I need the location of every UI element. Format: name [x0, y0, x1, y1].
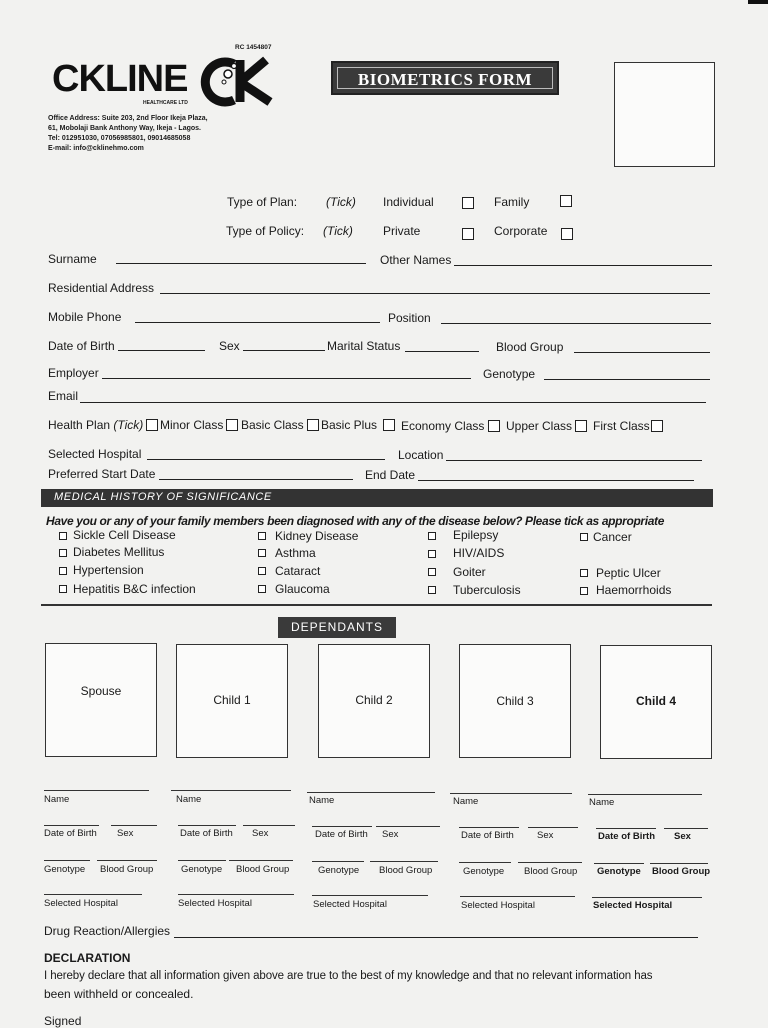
- medical-history-question: Have you or any of your family members been diagnosed with any of the disease below? Please tick as appropriate: [46, 514, 665, 528]
- genotype-field[interactable]: [544, 379, 710, 380]
- disease-label: Hepatitis B&C infection: [73, 582, 196, 596]
- economy-class-checkbox[interactable]: [488, 420, 500, 432]
- family-checkbox[interactable]: [560, 195, 572, 207]
- dependant-dob-field[interactable]: [596, 828, 656, 829]
- basic-plus-class-checkbox[interactable]: [307, 419, 319, 431]
- tuberculosis-checkbox[interactable]: [428, 586, 436, 594]
- dependant-name-label: Name: [309, 795, 335, 806]
- address-line: Office Address: Suite 203, 2nd Floor Ikeja Plaza,: [48, 115, 208, 122]
- dependant-dob-label: Date of Birth: [598, 831, 655, 842]
- declaration-text: I hereby declare that all information given above are true to the best of my knowledge and that no relevant information has: [44, 970, 653, 982]
- position-field[interactable]: [441, 323, 711, 324]
- dependant-sex-field[interactable]: [243, 825, 295, 826]
- dependant-blood-group-field[interactable]: [370, 861, 438, 862]
- dependant-hospital-field[interactable]: [178, 894, 294, 895]
- dependant-blood-group-label: Blood Group: [100, 864, 154, 875]
- economy-class-label: Economy Class: [401, 419, 485, 433]
- dependant-blood-group-field[interactable]: [229, 860, 293, 861]
- dependant-dob-field[interactable]: [44, 825, 99, 826]
- disease-label: Sickle Cell Disease: [73, 528, 176, 542]
- minor-class-label: Minor Class: [160, 418, 224, 432]
- dependant-name-field[interactable]: [171, 790, 291, 791]
- allergies-field[interactable]: [174, 937, 698, 938]
- dependant-name-label: Name: [453, 796, 479, 807]
- dependant-genotype-field[interactable]: [44, 860, 90, 861]
- dependant-hospital-label: Selected Hospital: [313, 899, 387, 910]
- first-class-checkbox[interactable]: [651, 420, 663, 432]
- disease-label: Haemorrhoids: [596, 583, 672, 597]
- dependant-name-label: Name: [589, 797, 615, 808]
- corporate-checkbox[interactable]: [561, 228, 573, 240]
- disease-label: Asthma: [275, 546, 316, 560]
- preferred-start-date-label: Preferred Start Date: [48, 467, 156, 481]
- disease-label: Cancer: [593, 530, 632, 544]
- allergies-label: Drug Reaction/Allergies: [44, 924, 171, 938]
- dependants-banner: [278, 617, 396, 638]
- corporate-label: Corporate: [494, 224, 548, 238]
- dependant-box-label: Child 4: [635, 694, 676, 708]
- email-label: Email: [48, 389, 79, 403]
- dependant-box-label: Child 2: [355, 693, 393, 707]
- section-divider: [41, 604, 712, 606]
- hypertension-checkbox[interactable]: [59, 567, 67, 575]
- dependant-name-field[interactable]: [588, 794, 702, 795]
- email-field[interactable]: [80, 402, 706, 403]
- health-plan-label: [48, 418, 143, 432]
- signed-label: Signed: [44, 1014, 82, 1028]
- dependant-blood-group-label: Blood Group: [652, 866, 711, 877]
- residential-address-field[interactable]: [160, 293, 710, 294]
- asthma-checkbox[interactable]: [258, 549, 266, 557]
- dependant-name-field[interactable]: [450, 793, 572, 794]
- family-label: Family: [494, 195, 530, 209]
- dependant-blood-group-label: Blood Group: [379, 865, 433, 876]
- marital-status-label: Marital Status: [327, 339, 401, 353]
- disease-label: Diabetes Mellitus: [73, 545, 165, 559]
- address-line: 61, Mobolaji Bank Anthony Way, Ikeja - Lagos.: [48, 125, 201, 132]
- tick-hint: (Tick): [113, 418, 144, 432]
- peptic-ulcer-checkbox[interactable]: [580, 569, 588, 577]
- child-3-photo-box[interactable]: [459, 644, 571, 758]
- first-class-label: First Class: [593, 419, 650, 433]
- preferred-start-date-field[interactable]: [159, 479, 353, 480]
- disease-label: Cataract: [275, 564, 321, 578]
- glaucoma-checkbox[interactable]: [258, 585, 266, 593]
- address-line: E-mail: info@cklinehmo.com: [48, 145, 144, 152]
- disease-label: Epilepsy: [453, 528, 499, 542]
- dependant-dob-field[interactable]: [459, 827, 519, 828]
- child-4-photo-box[interactable]: [600, 645, 712, 759]
- dependant-sex-field[interactable]: [111, 825, 157, 826]
- end-date-field[interactable]: [418, 480, 694, 481]
- health-plan-text: Health Plan: [48, 418, 111, 432]
- company-logo-mark: [200, 54, 280, 108]
- dependant-dob-label: Date of Birth: [180, 828, 233, 839]
- type-of-plan-label: Type of Plan:: [227, 195, 298, 209]
- basic-class-label: Basic Class: [241, 418, 304, 432]
- surname-field[interactable]: [116, 263, 366, 264]
- tick-hint: (Tick): [323, 224, 353, 238]
- registration-number: RC 1454807: [235, 44, 272, 51]
- epilepsy-checkbox[interactable]: [428, 532, 436, 540]
- dependant-name-field[interactable]: [307, 792, 435, 793]
- blood-group-label: Blood Group: [496, 340, 564, 354]
- dependant-dob-label: Date of Birth: [461, 830, 514, 841]
- spouse-photo-box[interactable]: [45, 643, 157, 757]
- form-title-banner: [331, 61, 559, 95]
- dependant-hospital-field[interactable]: [312, 895, 428, 896]
- dependant-genotype-field[interactable]: [594, 863, 644, 864]
- dependant-blood-group-label: Blood Group: [524, 866, 578, 877]
- sex-label: Sex: [219, 339, 240, 353]
- disease-label: Glaucoma: [275, 582, 330, 596]
- dependant-dob-label: Date of Birth: [315, 829, 368, 840]
- basic-plus-checkbox[interactable]: [383, 419, 395, 431]
- employer-label: Employer: [48, 366, 99, 380]
- location-label: Location: [398, 448, 444, 462]
- basic-plus-label: Basic Plus: [321, 418, 378, 432]
- other-names-label: Other Names: [380, 253, 452, 267]
- dependant-dob-label: Date of Birth: [44, 828, 97, 839]
- mobile-phone-field[interactable]: [135, 322, 380, 323]
- sex-field[interactable]: [243, 350, 325, 351]
- mobile-phone-label: Mobile Phone: [48, 310, 122, 324]
- dependant-hospital-field[interactable]: [592, 897, 702, 898]
- type-of-policy-label: Type of Policy:: [226, 224, 305, 238]
- kidney-disease-checkbox[interactable]: [258, 532, 266, 540]
- dependant-box-label: Spouse: [80, 684, 122, 698]
- dependant-box-label: Child 3: [496, 694, 534, 708]
- hepatitis-checkbox[interactable]: [59, 585, 67, 593]
- private-checkbox[interactable]: [462, 228, 474, 240]
- sickle-cell-checkbox[interactable]: [59, 532, 67, 540]
- residential-address-label: Residential Address: [48, 281, 155, 295]
- private-label: Private: [383, 224, 421, 238]
- position-label: Position: [388, 311, 431, 325]
- surname-label: Surname: [48, 252, 97, 266]
- basic-class-checkbox[interactable]: [226, 419, 238, 431]
- marital-status-field[interactable]: [405, 351, 479, 352]
- passport-photo-box[interactable]: [614, 62, 715, 167]
- dependant-blood-group-field[interactable]: [97, 860, 157, 861]
- dependant-name-field[interactable]: [44, 790, 149, 791]
- upper-class-label: Upper Class: [506, 419, 573, 433]
- company-logo-text: CKLINE: [52, 58, 188, 100]
- date-of-birth-field[interactable]: [118, 350, 205, 351]
- declaration-text-continued: been withheld or concealed.: [44, 987, 194, 1001]
- disease-label: Hypertension: [73, 563, 144, 577]
- child-2-photo-box[interactable]: [318, 644, 430, 758]
- dependant-dob-field[interactable]: [312, 826, 372, 827]
- minor-class-checkbox[interactable]: [146, 419, 158, 431]
- dependant-genotype-label: Genotype: [597, 866, 641, 877]
- dependant-sex-field[interactable]: [376, 826, 440, 827]
- declaration-heading: DECLARATION: [44, 951, 131, 965]
- selected-hospital-label: Selected Hospital: [48, 447, 142, 461]
- dependant-hospital-label: Selected Hospital: [44, 898, 118, 909]
- company-address: [48, 114, 208, 154]
- disease-label: Peptic Ulcer: [596, 566, 661, 580]
- dependant-blood-group-field[interactable]: [650, 863, 708, 864]
- individual-checkbox[interactable]: [462, 197, 474, 209]
- date-of-birth-label: Date of Birth: [48, 339, 115, 353]
- dependant-sex-field[interactable]: [664, 828, 708, 829]
- dependant-hospital-field[interactable]: [44, 894, 142, 895]
- page-edge-mark: [748, 0, 768, 4]
- disease-label: HIV/AIDS: [453, 546, 505, 560]
- cancer-checkbox[interactable]: [580, 533, 588, 541]
- address-line: Tel: 012951030, 07056985801, 09014685058: [48, 135, 191, 142]
- dependant-sex-label: Sex: [252, 828, 269, 839]
- dependants-title: DEPENDANTS: [290, 620, 383, 634]
- company-subtitle: HEALTHCARE LTD: [143, 100, 188, 106]
- child-1-photo-box[interactable]: [176, 644, 288, 758]
- location-field[interactable]: [446, 460, 702, 461]
- dependant-genotype-label: Genotype: [181, 864, 223, 875]
- dependant-name-label: Name: [44, 794, 70, 805]
- dependant-genotype-label: Genotype: [463, 866, 505, 877]
- other-names-field[interactable]: [454, 265, 712, 266]
- selected-hospital-field[interactable]: [147, 459, 385, 460]
- employer-field[interactable]: [102, 378, 471, 379]
- haemorrhoids-checkbox[interactable]: [580, 587, 588, 595]
- disease-label: Goiter: [453, 565, 486, 579]
- dependant-genotype-field[interactable]: [459, 862, 511, 863]
- disease-label: Tuberculosis: [453, 583, 521, 597]
- blood-group-field[interactable]: [574, 352, 710, 353]
- dependant-genotype-field[interactable]: [312, 861, 364, 862]
- dependant-blood-group-label: Blood Group: [236, 864, 290, 875]
- cataract-checkbox[interactable]: [258, 567, 266, 575]
- dependant-genotype-field[interactable]: [178, 860, 226, 861]
- dependant-sex-label: Sex: [117, 828, 134, 839]
- dependant-dob-field[interactable]: [178, 825, 236, 826]
- end-date-label: End Date: [365, 468, 416, 482]
- dependant-sex-label: Sex: [382, 829, 399, 840]
- dependant-blood-group-field[interactable]: [518, 862, 582, 863]
- dependant-sex-label: Sex: [537, 830, 554, 841]
- medical-history-banner: [41, 489, 713, 507]
- dependant-sex-field[interactable]: [528, 827, 578, 828]
- dependant-genotype-label: Genotype: [318, 865, 360, 876]
- dependant-hospital-label: Selected Hospital: [461, 900, 535, 911]
- logo-mark-icon: [200, 54, 280, 108]
- tick-hint: (Tick): [326, 195, 356, 209]
- dependant-box-label: Child 1: [213, 693, 251, 707]
- dependant-name-label: Name: [176, 794, 202, 805]
- individual-label: Individual: [383, 195, 434, 209]
- medical-history-title: MEDICAL HISTORY OF SIGNIFICANCE: [54, 491, 272, 503]
- upper-class-checkbox[interactable]: [575, 420, 587, 432]
- hiv-aids-checkbox[interactable]: [428, 550, 436, 558]
- genotype-label: Genotype: [483, 367, 536, 381]
- goiter-checkbox[interactable]: [428, 568, 436, 576]
- dependant-hospital-field[interactable]: [460, 896, 575, 897]
- dependant-sex-label: Sex: [674, 831, 691, 842]
- diabetes-checkbox[interactable]: [59, 549, 67, 557]
- disease-label: Kidney Disease: [275, 529, 359, 543]
- dependant-genotype-label: Genotype: [44, 864, 86, 875]
- form-title: BIOMETRICS FORM: [357, 70, 533, 89]
- dependant-hospital-label: Selected Hospital: [178, 898, 252, 909]
- dependant-hospital-label: Selected Hospital: [593, 900, 673, 911]
